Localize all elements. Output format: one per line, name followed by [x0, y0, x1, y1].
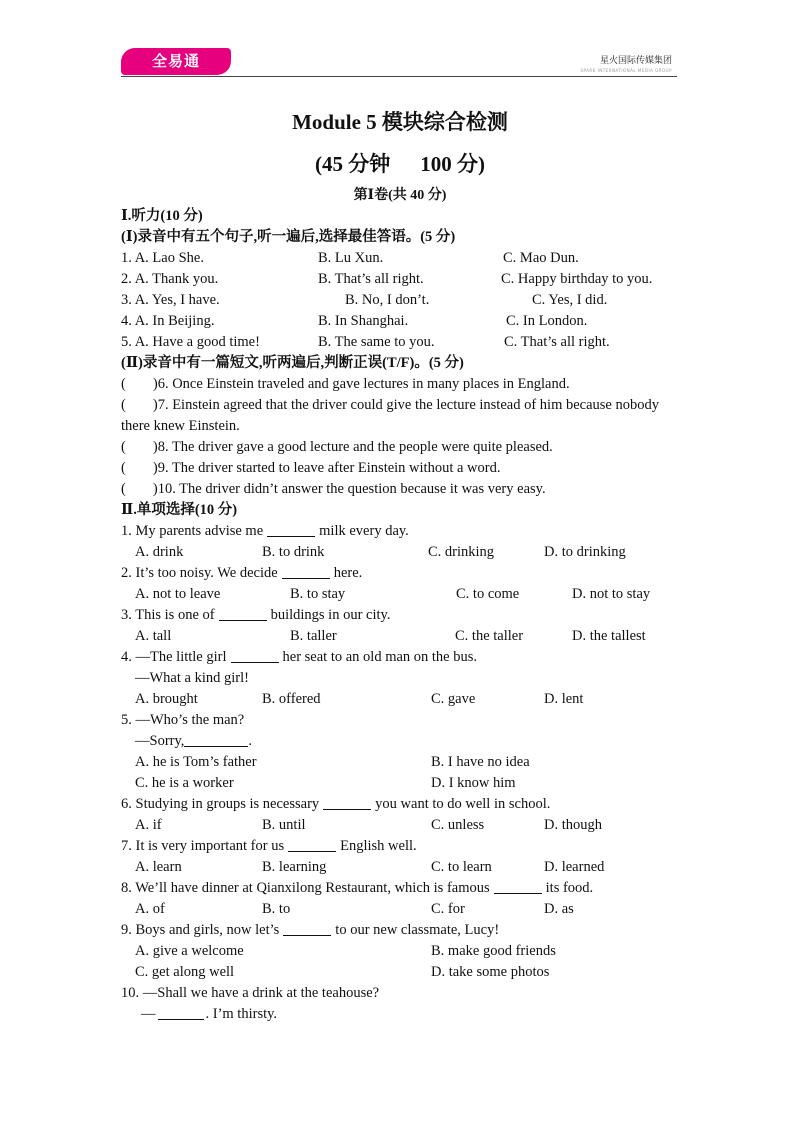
stem-text: English well. — [340, 838, 417, 854]
option-b[interactable]: B. make good friends — [431, 943, 556, 959]
question-stem — [121, 521, 681, 542]
option-d[interactable]: D. lent — [544, 691, 584, 707]
tf-statement: 7. Einstein agreed that the driver could give the lecture instead of him because nobody there knew Einstein. — [121, 397, 659, 434]
option-a[interactable]: A. tall — [135, 628, 172, 644]
publisher-brand — [580, 53, 672, 73]
stem-text: . I’m thirsty. — [205, 1006, 278, 1022]
answer-paren-open: ( — [121, 376, 126, 392]
exam-score: 100 分) — [420, 152, 485, 176]
dialogue-reply: —What a kind girl! — [135, 670, 249, 686]
option-b[interactable]: B. taller — [290, 628, 337, 644]
answer-paren-open: ( — [121, 460, 126, 476]
stem-text: her seat to an old man on the bus. — [282, 649, 478, 665]
stem-text: you want to do well in school. — [375, 796, 551, 812]
option-b[interactable]: B. to stay — [290, 586, 346, 602]
question-stem — [121, 647, 681, 668]
question-stem — [121, 605, 681, 626]
exam-content — [121, 206, 681, 1025]
question-stem — [121, 794, 681, 815]
option-c: C. In London. — [506, 313, 588, 329]
question-options — [121, 752, 681, 773]
stem-text: 4. —The little girl — [121, 649, 227, 665]
listening-question — [121, 248, 681, 269]
option-b[interactable]: B. to drink — [262, 544, 325, 560]
answer-blank[interactable] — [288, 837, 336, 852]
option-d[interactable]: D. to drinking — [544, 544, 626, 560]
answer-paren-close: ) — [152, 397, 158, 413]
stem-text: 3. This is one of — [121, 607, 215, 623]
option-c[interactable]: C. for — [431, 901, 465, 917]
option-a[interactable]: A. if — [135, 817, 162, 833]
answer-paren-close: ) — [152, 460, 158, 476]
option-d[interactable]: D. though — [544, 817, 602, 833]
question-stem — [121, 836, 681, 857]
listening-question — [121, 311, 681, 332]
answer-blank[interactable] — [494, 879, 542, 894]
dialogue-reply — [121, 1004, 681, 1025]
answer-blank[interactable] — [219, 606, 267, 621]
part1-heading: (Ⅰ)录音中有五个句子,听一遍后,选择最佳答语。(5 分) — [121, 229, 456, 245]
option-c[interactable]: C. he is a worker — [135, 775, 234, 791]
dialogue-reply — [121, 731, 681, 752]
stem-text: 9. Boys and girls, now let’s — [121, 922, 280, 938]
option-b[interactable]: B. to — [262, 901, 291, 917]
answer-paren-close: ) — [152, 376, 158, 392]
stem-text: to our new classmate, Lucy! — [335, 922, 500, 938]
tf-statement: 10. The driver didn’t answer the question because it was very easy. — [157, 481, 546, 497]
option-a[interactable]: A. not to leave — [135, 586, 221, 602]
answer-blank[interactable] — [323, 795, 371, 810]
option-a: 5. A. Have a good time! — [121, 334, 260, 350]
option-a: 3. A. Yes, I have. — [121, 292, 220, 308]
question-options — [121, 542, 681, 563]
volume-heading: 第Ⅰ卷(共 40 分) — [353, 188, 447, 203]
option-a[interactable]: A. he is Tom’s father — [135, 754, 257, 770]
option-b[interactable]: B. until — [262, 817, 306, 833]
tf-statement: 6. Once Einstein traveled and gave lectures in many places in England. — [157, 376, 570, 392]
option-d[interactable]: D. learned — [544, 859, 605, 875]
question-options — [121, 962, 681, 983]
option-b: B. That’s all right. — [318, 271, 424, 287]
option-c[interactable]: C. the taller — [455, 628, 524, 644]
answer-paren-open: ( — [121, 397, 126, 413]
option-d[interactable]: D. take some photos — [431, 964, 550, 980]
stem-text: milk every day. — [319, 523, 409, 539]
question-options — [121, 899, 681, 920]
page-title: Module 5 模块综合检测 — [292, 110, 508, 134]
exam-time: (45 分钟 — [315, 152, 391, 176]
option-b: B. Lu Xun. — [318, 250, 384, 266]
stem-text: . — [248, 733, 253, 749]
exam-time-score — [0, 148, 800, 178]
true-false-item — [121, 395, 681, 437]
answer-blank[interactable] — [184, 732, 248, 747]
true-false-item — [121, 458, 681, 479]
part2-heading: (Ⅱ)录音中有一篇短文,听两遍后,判断正误(T/F)。(5 分) — [121, 355, 464, 371]
option-b: B. The same to you. — [318, 334, 435, 350]
answer-paren-close: ) — [152, 481, 158, 497]
option-a: 4. A. In Beijing. — [121, 313, 215, 329]
stem-text: 6. Studying in groups is necessary — [121, 796, 320, 812]
publisher-name: 星火国际传媒集团 — [599, 56, 672, 66]
stem-text: —Sorry, — [135, 733, 185, 749]
true-false-item — [121, 374, 681, 395]
stem-text: 1. My parents advise me — [121, 523, 264, 539]
question-stem — [121, 920, 681, 941]
stem-text: — — [141, 1006, 156, 1022]
question-options — [121, 584, 681, 605]
answer-paren-open: ( — [121, 481, 126, 497]
stem-text: 7. It is very important for us — [121, 838, 285, 854]
tf-statement: 9. The driver started to leave after Einstein without a word. — [157, 460, 501, 476]
option-a[interactable]: A. brought — [135, 691, 198, 707]
option-c: C. Yes, I did. — [532, 292, 608, 308]
question-options — [121, 941, 681, 962]
answer-paren-close: ) — [152, 439, 158, 455]
brand-logo: 全易通 — [121, 48, 231, 75]
header-rule — [121, 76, 677, 77]
answer-blank[interactable] — [267, 522, 315, 537]
option-c[interactable]: C. get along well — [135, 964, 235, 980]
option-a[interactable]: A. of — [135, 901, 165, 917]
question-options — [121, 773, 681, 794]
publisher-name-en: SPARK INTERNATIONAL MEDIA GROUP — [580, 68, 672, 73]
option-c: C. Mao Dun. — [503, 250, 579, 266]
tf-statement: 8. The driver gave a good lecture and the people were quite pleased. — [157, 439, 553, 455]
question-options — [121, 689, 681, 710]
option-a: 1. A. Lao She. — [121, 250, 204, 266]
option-b[interactable]: B. learning — [262, 859, 327, 875]
option-b[interactable]: B. I have no idea — [431, 754, 530, 770]
option-c[interactable]: C. unless — [431, 817, 485, 833]
option-a[interactable]: A. give a welcome — [135, 943, 244, 959]
answer-paren-open: ( — [121, 439, 126, 455]
listening-question — [121, 290, 681, 311]
stem-text: its food. — [545, 880, 594, 896]
option-a[interactable]: A. drink — [135, 544, 184, 560]
option-c[interactable]: C. to come — [456, 586, 520, 602]
stem-text: here. — [333, 565, 363, 581]
option-c[interactable]: C. drinking — [428, 544, 495, 560]
option-d[interactable]: D. not to stay — [572, 586, 651, 602]
question-stem — [121, 878, 681, 899]
section-heading-multiple-choice: Ⅱ.单项选择(10 分) — [121, 502, 238, 518]
listening-question — [121, 332, 681, 353]
option-d[interactable]: D. as — [544, 901, 574, 917]
option-c[interactable]: C. gave — [431, 691, 476, 707]
question-stem: 5. —Who’s the man? — [121, 712, 245, 728]
option-d[interactable]: D. the tallest — [572, 628, 646, 644]
answer-blank[interactable] — [283, 921, 331, 936]
option-c: C. Happy birthday to you. — [501, 271, 653, 287]
question-stem — [121, 563, 681, 584]
listening-question — [121, 269, 681, 290]
option-c[interactable]: C. to learn — [431, 859, 492, 875]
option-b: B. No, I don’t. — [345, 292, 430, 308]
question-options — [121, 626, 681, 647]
stem-text: 8. We’ll have dinner at Qianxilong Restaurant, which is famous — [121, 880, 490, 896]
true-false-item — [121, 479, 681, 500]
question-options — [121, 815, 681, 836]
option-c: C. That’s all right. — [504, 334, 610, 350]
stem-text: buildings in our city. — [270, 607, 391, 623]
stem-text: 2. It’s too noisy. We decide — [121, 565, 278, 581]
option-b: B. In Shanghai. — [318, 313, 409, 329]
answer-blank[interactable] — [282, 564, 330, 579]
true-false-item — [121, 437, 681, 458]
option-a: 2. A. Thank you. — [121, 271, 219, 287]
question-options — [121, 857, 681, 878]
answer-blank[interactable] — [158, 1005, 204, 1020]
option-d[interactable]: D. I know him — [431, 775, 516, 791]
question-stem: 10. —Shall we have a drink at the teahouse? — [121, 985, 380, 1001]
option-a[interactable]: A. learn — [135, 859, 182, 875]
section-heading-listening: Ⅰ.听力(10 分) — [121, 208, 203, 224]
option-b[interactable]: B. offered — [262, 691, 321, 707]
answer-blank[interactable] — [231, 648, 279, 663]
